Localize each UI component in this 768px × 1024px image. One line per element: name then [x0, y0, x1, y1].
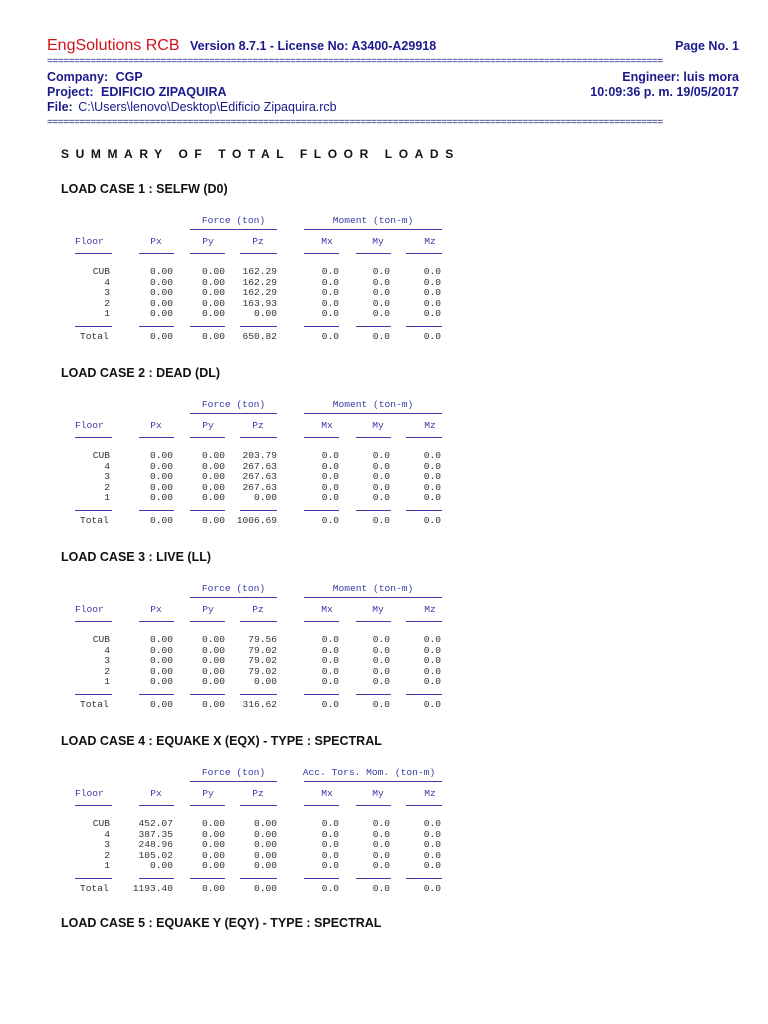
header-rule: [190, 437, 225, 438]
cell-py: 0.00: [201, 297, 225, 309]
header-rule: [406, 621, 442, 622]
col-px-header: Px: [150, 420, 162, 431]
total-rule: [356, 878, 391, 879]
header-rule: [139, 253, 174, 254]
col-floor-header: Floor: [75, 788, 104, 799]
cell-mx: 0.0: [321, 450, 339, 461]
cell-pz: 0.00: [253, 308, 277, 320]
floor-label: 1: [104, 308, 110, 320]
cell-my: 0.0: [372, 276, 390, 288]
floor-label: 4: [104, 276, 110, 288]
col-mz-header: Mz: [424, 788, 436, 799]
load-case-title: LOAD CASE 2 : DEAD (DL): [61, 366, 221, 380]
total-px: 1193.40: [132, 883, 173, 894]
header-rule: [139, 437, 174, 438]
total-rule: [406, 878, 442, 879]
cell-my: 0.0: [372, 481, 390, 493]
moment-group-rule: [304, 413, 442, 414]
cell-mx: 0.0: [321, 308, 339, 320]
cell-px: 0.00: [149, 655, 173, 667]
cell-my: 0.0: [372, 308, 390, 320]
col-pz-header: Pz: [252, 420, 264, 431]
total-rule: [356, 326, 391, 327]
total-rule: [240, 326, 277, 327]
header-rule: [75, 253, 112, 254]
cell-mz: 0.0: [423, 308, 441, 320]
cell-pz: 162.29: [242, 276, 277, 288]
total-rule: [75, 326, 112, 327]
cell-py: 0.00: [201, 655, 225, 667]
cell-pz: 0.00: [253, 860, 277, 872]
total-rule: [75, 510, 112, 511]
total-rule: [406, 510, 442, 511]
cell-pz: 0.00: [253, 849, 277, 861]
floor-label: 1: [104, 676, 110, 688]
total-rule: [75, 694, 112, 695]
cell-px: 0.00: [149, 471, 173, 483]
cell-px: 0.00: [149, 276, 173, 288]
cell-mx: 0.0: [321, 655, 339, 667]
cell-mz: 0.0: [423, 839, 441, 851]
header-rule: [240, 437, 277, 438]
total-py: 0.00: [201, 515, 225, 526]
total-rule: [240, 878, 277, 879]
cell-my: 0.0: [372, 634, 390, 645]
cell-px: 0.00: [149, 860, 173, 872]
cell-pz: 79.02: [248, 665, 277, 677]
cell-py: 0.00: [201, 839, 225, 851]
moment-group-label: Acc. Tors. Mom. (ton-m): [302, 767, 436, 778]
col-mx-header: Mx: [321, 236, 333, 247]
cell-my: 0.0: [372, 818, 390, 829]
total-rule: [304, 694, 339, 695]
col-mx-header: Mx: [321, 604, 333, 615]
floor-label: CUB: [92, 450, 110, 461]
col-pz-header: Pz: [252, 604, 264, 615]
cell-py: 0.00: [201, 818, 225, 829]
col-py-header: Py: [202, 236, 214, 247]
load-case-title: LOAD CASE 1 : SELFW (D0): [61, 182, 228, 196]
floor-label: 4: [104, 644, 110, 656]
header-rule: [139, 805, 174, 806]
floor-label: 4: [104, 460, 110, 472]
cell-py: 0.00: [201, 665, 225, 677]
cell-py: 0.00: [201, 287, 225, 299]
total-label: Total: [80, 515, 109, 526]
cell-mx: 0.0: [321, 481, 339, 493]
total-rule: [304, 510, 339, 511]
cell-pz: 79.56: [248, 634, 277, 645]
company-label: Company:: [47, 70, 109, 84]
total-rule: [139, 326, 174, 327]
total-py: 0.00: [201, 699, 225, 710]
moment-group-rule: [304, 597, 442, 598]
cell-px: 0.00: [149, 308, 173, 320]
cell-mx: 0.0: [321, 492, 339, 504]
cell-my: 0.0: [372, 492, 390, 504]
col-mx-header: Mx: [321, 788, 333, 799]
header-rule: [406, 253, 442, 254]
total-py: 0.00: [201, 331, 225, 342]
total-rule: [356, 694, 391, 695]
header-rule: [356, 437, 391, 438]
total-pz: 316.62: [242, 699, 277, 710]
project-value: EDIFICIO ZIPAQUIRA: [101, 85, 227, 99]
header-rule: [356, 253, 391, 254]
cell-py: 0.00: [201, 276, 225, 288]
cell-mz: 0.0: [423, 266, 441, 277]
cell-pz: 267.63: [242, 481, 277, 493]
cell-mz: 0.0: [423, 287, 441, 299]
cell-my: 0.0: [372, 676, 390, 688]
cell-my: 0.0: [372, 655, 390, 667]
total-mz: 0.0: [423, 699, 441, 710]
header-rule: [75, 805, 112, 806]
header-rule: [75, 621, 112, 622]
force-group-label: Force (ton): [201, 583, 266, 594]
cell-mz: 0.0: [423, 676, 441, 688]
col-my-header: My: [372, 604, 384, 615]
col-pz-header: Pz: [252, 236, 264, 247]
floor-label: CUB: [92, 266, 110, 277]
cell-py: 0.00: [201, 676, 225, 688]
total-rule: [406, 694, 442, 695]
cell-mx: 0.0: [321, 460, 339, 472]
cell-mx: 0.0: [321, 828, 339, 840]
total-rule: [190, 326, 225, 327]
total-rule: [240, 694, 277, 695]
floor-label: 1: [104, 860, 110, 872]
header-rule: [304, 437, 339, 438]
total-px: 0.00: [149, 331, 173, 342]
cell-py: 0.00: [201, 471, 225, 483]
col-px-header: Px: [150, 236, 162, 247]
header-rule: [190, 805, 225, 806]
total-rule: [356, 510, 391, 511]
header-rule: [304, 253, 339, 254]
floor-label: 1: [104, 492, 110, 504]
total-mz: 0.0: [423, 883, 441, 894]
page-number: Page No. 1: [675, 39, 739, 53]
cell-pz: 162.29: [242, 287, 277, 299]
cell-mz: 0.0: [423, 655, 441, 667]
floor-label: 2: [104, 849, 110, 861]
project-label: Project:: [47, 85, 94, 99]
cell-pz: 79.02: [248, 655, 277, 667]
total-px: 0.00: [149, 515, 173, 526]
cell-px: 0.00: [149, 634, 173, 645]
cell-my: 0.0: [372, 297, 390, 309]
cell-mz: 0.0: [423, 460, 441, 472]
load-case-title: LOAD CASE 3 : LIVE (LL): [61, 550, 211, 564]
cell-px: 0.00: [149, 460, 173, 472]
moment-group-rule: [304, 229, 442, 230]
cell-py: 0.00: [201, 492, 225, 504]
total-py: 0.00: [201, 883, 225, 894]
cell-py: 0.00: [201, 450, 225, 461]
cell-py: 0.00: [201, 460, 225, 472]
total-rule: [406, 326, 442, 327]
cell-mx: 0.0: [321, 266, 339, 277]
cell-mz: 0.0: [423, 492, 441, 504]
cell-py: 0.00: [201, 308, 225, 320]
cell-mx: 0.0: [321, 287, 339, 299]
total-rule: [190, 510, 225, 511]
cell-mx: 0.0: [321, 634, 339, 645]
floor-label: CUB: [92, 634, 110, 645]
total-rule: [304, 878, 339, 879]
header-rule-top: ==================================================================================================================: [47, 57, 663, 68]
floor-label: 3: [104, 839, 110, 851]
header-rule: [190, 621, 225, 622]
total-rule: [190, 694, 225, 695]
total-rule: [240, 510, 277, 511]
floor-label: 2: [104, 665, 110, 677]
cell-my: 0.0: [372, 460, 390, 472]
load-case-title: LOAD CASE 4 : EQUAKE X (EQX) - TYPE : SPECTRAL: [61, 734, 382, 748]
cell-mx: 0.0: [321, 644, 339, 656]
cell-pz: 267.63: [242, 460, 277, 472]
cell-px: 0.00: [149, 665, 173, 677]
cell-pz: 163.93: [242, 297, 277, 309]
col-mx-header: Mx: [321, 420, 333, 431]
cell-px: 0.00: [149, 676, 173, 688]
cell-px: 0.00: [149, 492, 173, 504]
cell-pz: 162.29: [242, 266, 277, 277]
header-rule: [406, 437, 442, 438]
load-case-5-title: LOAD CASE 5 : EQUAKE Y (EQY) - TYPE : SPECTRAL: [61, 916, 382, 930]
cell-mx: 0.0: [321, 665, 339, 677]
total-my: 0.0: [372, 883, 390, 894]
cell-px: 105.02: [138, 849, 173, 861]
cell-py: 0.00: [201, 860, 225, 872]
cell-px: 248.96: [138, 839, 173, 851]
report-title: SUMMARY OF TOTAL FLOOR LOADS: [61, 147, 460, 161]
cell-mz: 0.0: [423, 644, 441, 656]
total-mx: 0.0: [321, 331, 339, 342]
cell-px: 0.00: [149, 287, 173, 299]
cell-pz: 0.00: [253, 839, 277, 851]
moment-group-label: Moment (ton-m): [332, 399, 414, 410]
floor-label: 3: [104, 655, 110, 667]
col-floor-header: Floor: [75, 236, 104, 247]
cell-mx: 0.0: [321, 839, 339, 851]
cell-mx: 0.0: [321, 276, 339, 288]
col-px-header: Px: [150, 788, 162, 799]
file-label: File:: [47, 100, 73, 114]
total-mz: 0.0: [423, 515, 441, 526]
total-mx: 0.0: [321, 699, 339, 710]
header-rule: [139, 621, 174, 622]
cell-pz: 0.00: [253, 676, 277, 688]
total-label: Total: [80, 331, 109, 342]
cell-pz: 79.02: [248, 644, 277, 656]
cell-pz: 0.00: [253, 818, 277, 829]
header-rule: [190, 253, 225, 254]
moment-group-label: Moment (ton-m): [332, 583, 414, 594]
cell-py: 0.00: [201, 481, 225, 493]
moment-group-label: Moment (ton-m): [332, 215, 414, 226]
col-my-header: My: [372, 236, 384, 247]
cell-mz: 0.0: [423, 818, 441, 829]
cell-mx: 0.0: [321, 860, 339, 872]
total-rule: [139, 694, 174, 695]
force-group-rule: [190, 413, 277, 414]
header-rule: [240, 805, 277, 806]
total-my: 0.0: [372, 515, 390, 526]
cell-mz: 0.0: [423, 849, 441, 861]
cell-mz: 0.0: [423, 828, 441, 840]
cell-py: 0.00: [201, 266, 225, 277]
total-mx: 0.0: [321, 515, 339, 526]
cell-mz: 0.0: [423, 450, 441, 461]
cell-px: 0.00: [149, 481, 173, 493]
cell-pz: 0.00: [253, 828, 277, 840]
total-rule: [190, 878, 225, 879]
floor-label: 4: [104, 828, 110, 840]
cell-my: 0.0: [372, 839, 390, 851]
col-px-header: Px: [150, 604, 162, 615]
cell-my: 0.0: [372, 287, 390, 299]
cell-py: 0.00: [201, 644, 225, 656]
cell-mx: 0.0: [321, 849, 339, 861]
cell-my: 0.0: [372, 450, 390, 461]
cell-px: 387.35: [138, 828, 173, 840]
engineer: Engineer: luis mora: [622, 70, 739, 84]
col-my-header: My: [372, 788, 384, 799]
cell-py: 0.00: [201, 828, 225, 840]
cell-px: 452.07: [138, 818, 173, 829]
cell-my: 0.0: [372, 828, 390, 840]
cell-my: 0.0: [372, 471, 390, 483]
total-rule: [304, 326, 339, 327]
cell-pz: 203.79: [242, 450, 277, 461]
cell-py: 0.00: [201, 849, 225, 861]
col-py-header: Py: [202, 604, 214, 615]
cell-my: 0.0: [372, 665, 390, 677]
total-px: 0.00: [149, 699, 173, 710]
cell-px: 0.00: [149, 644, 173, 656]
force-group-rule: [190, 781, 277, 782]
header-rule: [75, 437, 112, 438]
cell-my: 0.0: [372, 860, 390, 872]
header-rule: [356, 805, 391, 806]
file-line: [47, 100, 337, 114]
app-name: EngSolutions RCB: [47, 37, 180, 54]
total-label: Total: [80, 883, 109, 894]
header-rule-bottom: ==================================================================================================================: [47, 118, 663, 129]
cell-mz: 0.0: [423, 276, 441, 288]
header-rule: [240, 253, 277, 254]
col-my-header: My: [372, 420, 384, 431]
force-group-label: Force (ton): [201, 399, 266, 410]
header-rule: [406, 805, 442, 806]
cell-my: 0.0: [372, 266, 390, 277]
company-line: [47, 70, 143, 84]
cell-mz: 0.0: [423, 860, 441, 872]
col-mz-header: Mz: [424, 604, 436, 615]
col-pz-header: Pz: [252, 788, 264, 799]
file-path: C:\Users\lenovo\Desktop\Edificio Zipaquira.rcb: [78, 100, 337, 114]
total-my: 0.0: [372, 331, 390, 342]
col-floor-header: Floor: [75, 604, 104, 615]
cell-mx: 0.0: [321, 297, 339, 309]
cell-mz: 0.0: [423, 297, 441, 309]
total-mx: 0.0: [321, 883, 339, 894]
cell-mz: 0.0: [423, 471, 441, 483]
datetime: 10:09:36 p. m. 19/05/2017: [590, 85, 739, 99]
floor-label: 2: [104, 297, 110, 309]
cell-my: 0.0: [372, 849, 390, 861]
total-pz: 650.82: [242, 331, 277, 342]
floor-label: 3: [104, 287, 110, 299]
total-rule: [75, 878, 112, 879]
project-line: [47, 85, 227, 99]
header-rule: [240, 621, 277, 622]
col-py-header: Py: [202, 788, 214, 799]
total-pz: 1006.69: [236, 515, 277, 526]
cell-mz: 0.0: [423, 481, 441, 493]
cell-px: 0.00: [149, 297, 173, 309]
force-group-label: Force (ton): [201, 767, 266, 778]
header-rule: [356, 621, 391, 622]
moment-group-rule: [304, 781, 442, 782]
total-rule: [139, 878, 174, 879]
total-my: 0.0: [372, 699, 390, 710]
company-value: CGP: [115, 70, 143, 84]
floor-label: 3: [104, 471, 110, 483]
floor-label: 2: [104, 481, 110, 493]
cell-pz: 267.63: [242, 471, 277, 483]
version-info: Version 8.7.1 - License No: A3400-A29918: [190, 39, 437, 53]
total-label: Total: [80, 699, 109, 710]
cell-pz: 0.00: [253, 492, 277, 504]
cell-my: 0.0: [372, 644, 390, 656]
cell-mz: 0.0: [423, 665, 441, 677]
force-group-rule: [190, 229, 277, 230]
col-mz-header: Mz: [424, 236, 436, 247]
cell-py: 0.00: [201, 634, 225, 645]
floor-label: CUB: [92, 818, 110, 829]
header-rule: [304, 621, 339, 622]
force-group-label: Force (ton): [201, 215, 266, 226]
cell-px: 0.00: [149, 450, 173, 461]
col-py-header: Py: [202, 420, 214, 431]
cell-mx: 0.0: [321, 818, 339, 829]
cell-px: 0.00: [149, 266, 173, 277]
force-group-rule: [190, 597, 277, 598]
cell-mx: 0.0: [321, 471, 339, 483]
header-rule: [304, 805, 339, 806]
total-rule: [139, 510, 174, 511]
total-mz: 0.0: [423, 331, 441, 342]
total-pz: 0.00: [253, 883, 277, 894]
col-mz-header: Mz: [424, 420, 436, 431]
col-floor-header: Floor: [75, 420, 104, 431]
cell-mz: 0.0: [423, 634, 441, 645]
cell-mx: 0.0: [321, 676, 339, 688]
